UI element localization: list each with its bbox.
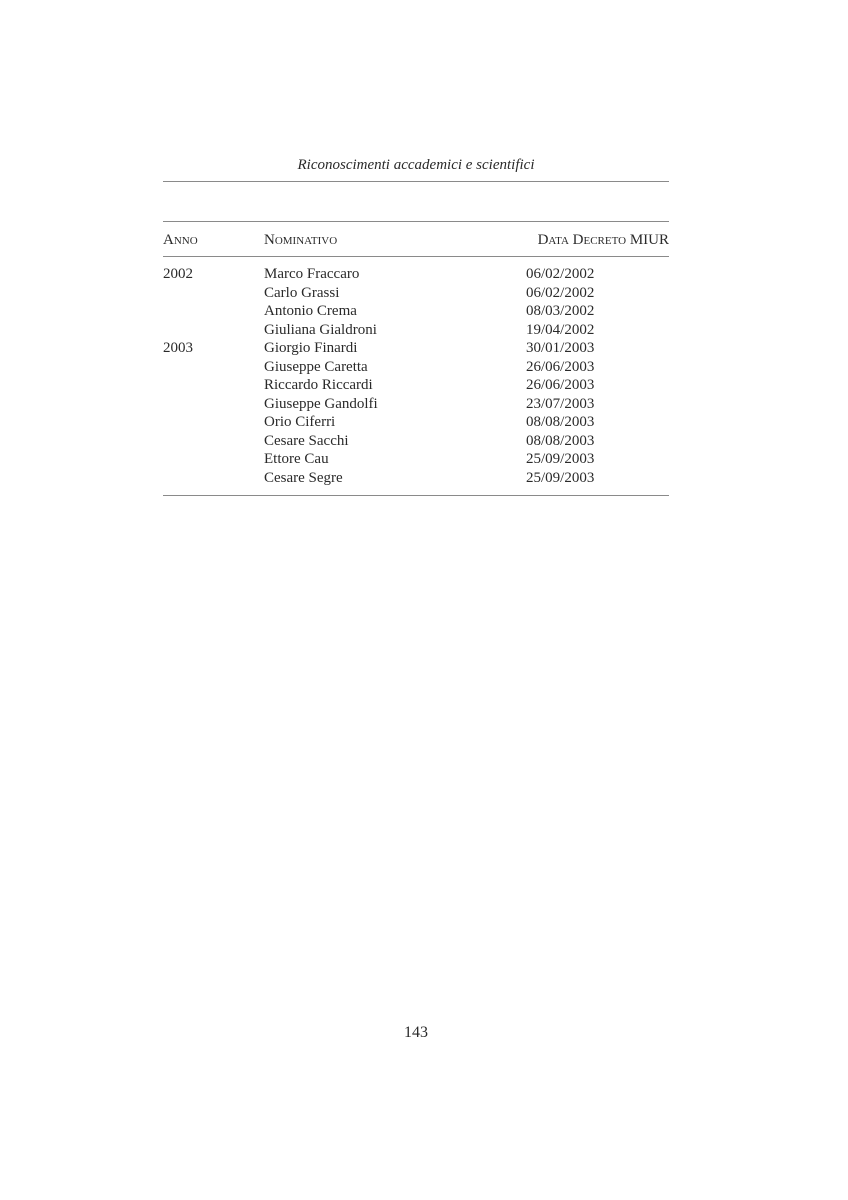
cell-name: Cesare Segre — [264, 469, 343, 486]
cell-date: 08/03/2002 — [526, 303, 595, 319]
cell-date: 25/09/2003 — [526, 451, 595, 467]
column-header-name: Nominativo — [264, 232, 338, 248]
cell-date: 19/04/2002 — [526, 321, 595, 338]
table-top-rule — [163, 221, 669, 222]
table-row — [163, 450, 669, 469]
table-row — [163, 432, 669, 451]
table-row — [163, 339, 669, 358]
cell-date: 26/06/2003 — [526, 377, 595, 393]
cell-name: Marco Fraccaro — [264, 266, 360, 282]
cell-name: Giuseppe Caretta — [264, 358, 368, 375]
page-number: 143 — [404, 1024, 428, 1041]
cell-date: 08/08/2003 — [526, 432, 595, 449]
table-row — [163, 358, 669, 377]
cell-name: Riccardo Riccardi — [264, 377, 373, 393]
cell-date: 08/08/2003 — [526, 414, 595, 430]
table-row — [163, 284, 669, 303]
table-row — [163, 413, 669, 432]
table-header — [163, 231, 669, 251]
running-head-rule — [163, 181, 669, 182]
cell-name: Orio Ciferri — [264, 414, 336, 430]
table-row — [163, 265, 669, 284]
table-row — [163, 469, 669, 488]
cell-name: Carlo Grassi — [264, 284, 340, 301]
table-row — [163, 302, 669, 321]
cell-name: Giuliana Gialdroni — [264, 321, 377, 338]
table-row — [163, 321, 669, 340]
table-header-rule — [163, 256, 669, 257]
cell-name: Giuseppe Gandolfi — [264, 395, 378, 412]
cell-year: 2003 — [163, 340, 193, 356]
table-row — [163, 395, 669, 414]
cell-date: 26/06/2003 — [526, 358, 595, 375]
cell-name: Cesare Sacchi — [264, 432, 349, 449]
column-header-year: Anno — [163, 232, 198, 248]
cell-date: 30/01/2003 — [526, 340, 595, 356]
cell-name: Ettore Cau — [264, 451, 329, 467]
cell-date: 25/09/2003 — [526, 469, 595, 486]
table-row — [163, 376, 669, 395]
cell-name: Giorgio Finardi — [264, 340, 358, 356]
cell-name: Antonio Crema — [264, 303, 357, 319]
cell-date: 06/02/2002 — [526, 284, 595, 301]
running-head: Riconoscimenti accademici e scientifici — [297, 157, 535, 173]
table-bottom-rule — [163, 495, 669, 496]
column-header-date: Data Decreto MIUR — [537, 232, 669, 248]
cell-date: 06/02/2002 — [526, 266, 595, 282]
cell-date: 23/07/2003 — [526, 395, 595, 412]
table-body — [163, 265, 669, 487]
cell-year: 2002 — [163, 266, 193, 282]
